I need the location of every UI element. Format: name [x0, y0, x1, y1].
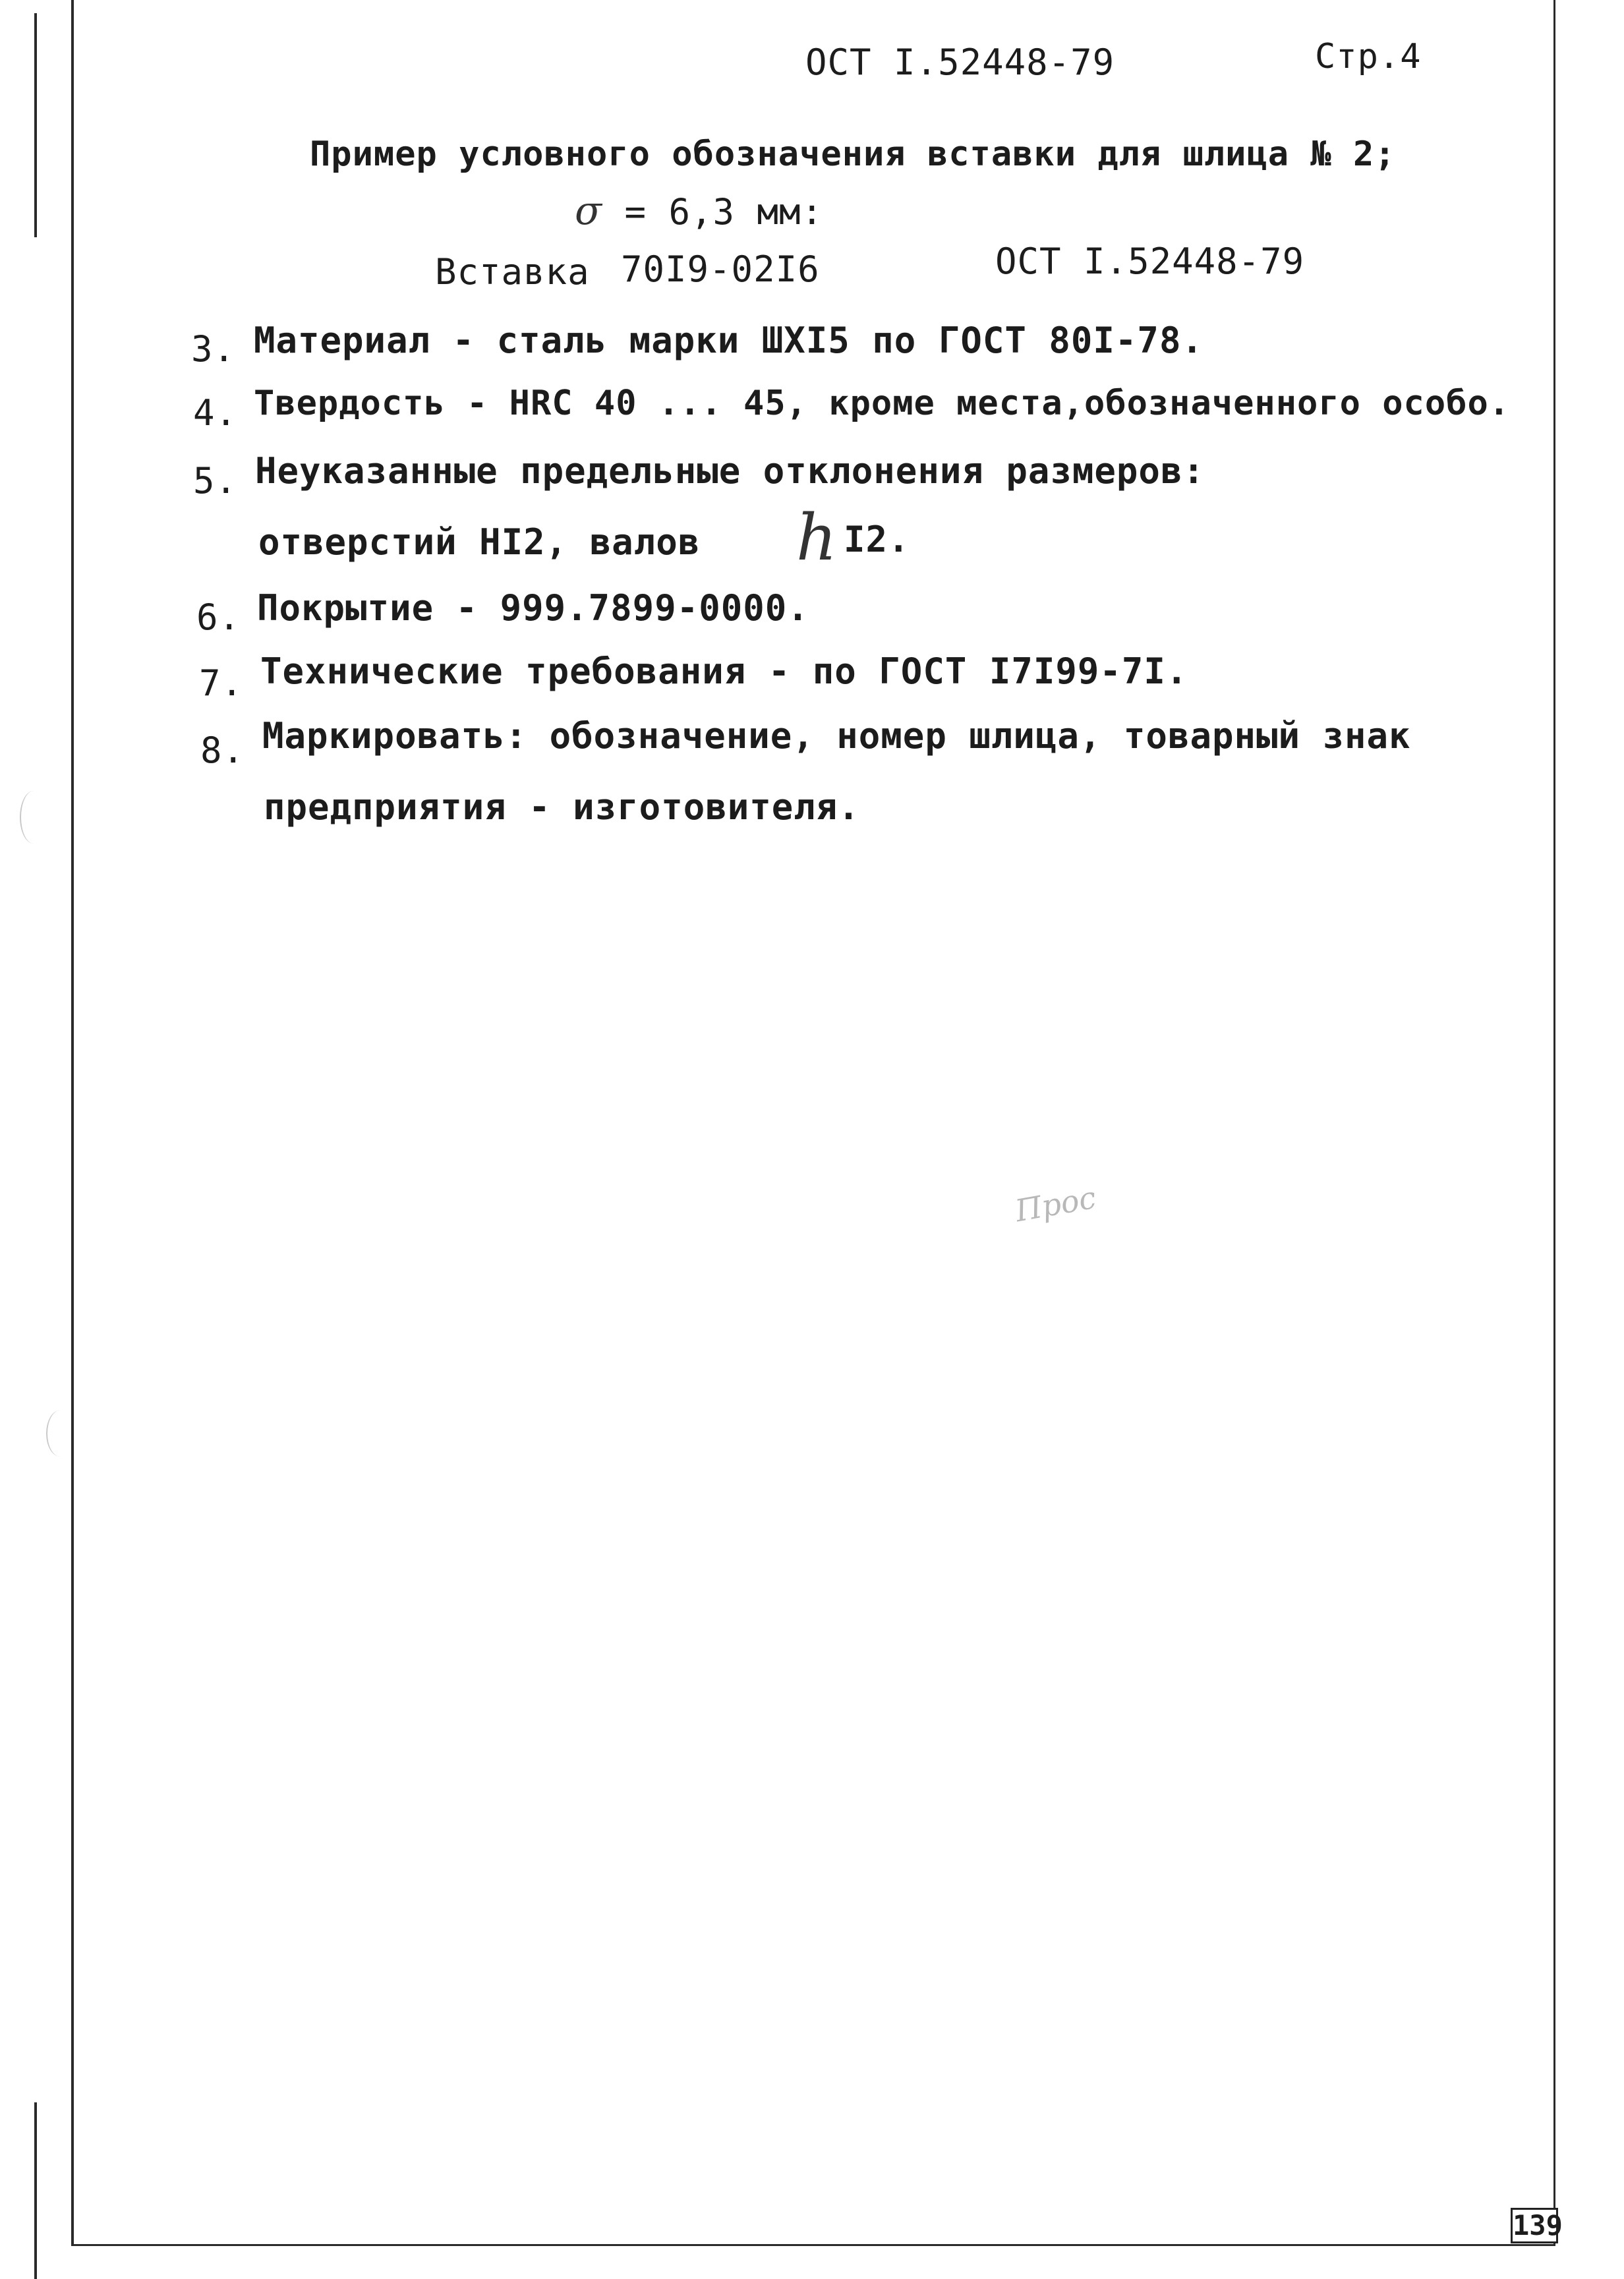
item-8-text: Маркировать: обозначение, номер шлица, товарный знак — [262, 715, 1411, 757]
item-3-text: Материал - сталь марки ШХI5 по ГОСТ 80I-78. — [254, 320, 1204, 361]
tolerance-grade: I2. — [844, 519, 910, 560]
standard-number: ОСТ I.52448-79 — [805, 42, 1115, 83]
item-8-continuation: предприятия - изготовителя. — [264, 786, 860, 828]
tolerance-letter: h — [796, 501, 837, 575]
item-6-number: 6. — [196, 596, 241, 638]
page-number: 139 — [1511, 2208, 1558, 2243]
item-5-continuation: отверстий HI2, валов — [258, 521, 701, 563]
margin-mark-top — [34, 13, 37, 237]
margin-smudge — [46, 1410, 74, 1457]
designation-standard: ОСТ I.52448-79 — [995, 241, 1305, 282]
example-line-1: Пример условного обозначения вставки для шлица № 2; — [310, 134, 1396, 174]
example-value: = 6,3 мм: — [602, 191, 824, 233]
item-5-text: Неуказанные предельные отклонения размеров: — [255, 450, 1205, 492]
designation-code: 70I9-02I6 — [621, 248, 820, 290]
pencil-note: Прос — [1012, 1179, 1099, 1229]
page-label: Стр.4 — [1315, 37, 1422, 76]
item-8-number: 8. — [200, 730, 245, 771]
item-4-text: Твердость - HRC 40 ... 45, кроме места,обозначенного особо. — [254, 384, 1511, 423]
example-line-2 — [575, 188, 824, 234]
item-7-number: 7. — [199, 662, 244, 704]
item-3-number: 3. — [191, 328, 236, 370]
margin-smudge — [20, 791, 47, 844]
sigma-symbol: σ — [575, 188, 602, 234]
item-4-number: 4. — [193, 392, 238, 434]
designation-name: Вставка — [435, 251, 590, 293]
item-6-text: Покрытие - 999.7899-0000. — [257, 587, 809, 629]
margin-mark-bottom — [34, 2102, 37, 2279]
item-7-text: Технические требования - по ГОСТ I7I99-7I. — [260, 650, 1188, 692]
item-5-number: 5. — [193, 460, 238, 502]
